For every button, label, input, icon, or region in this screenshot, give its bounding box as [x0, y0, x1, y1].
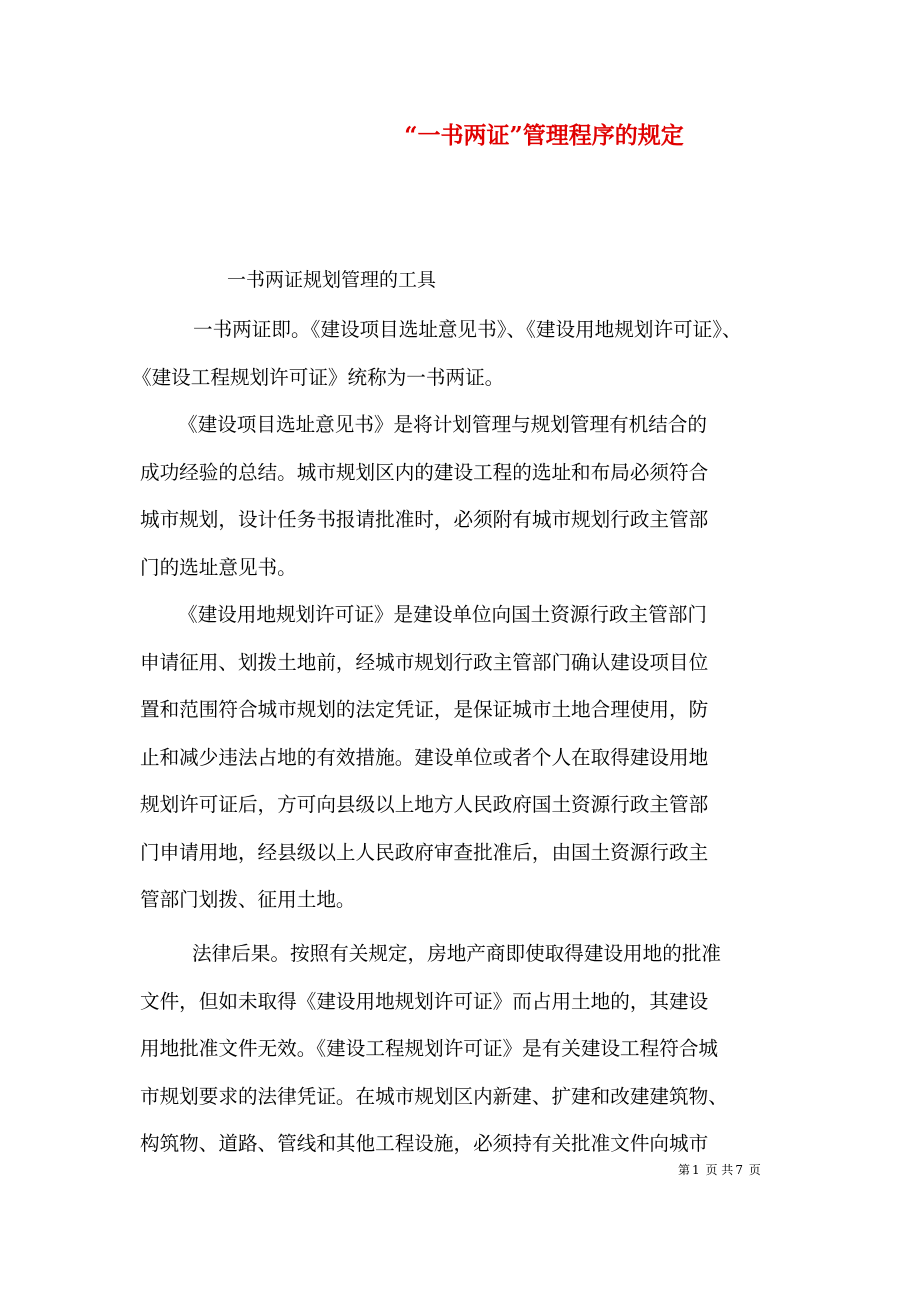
paragraph-line: 构筑物、道路、管线和其他工程设施，必须持有关批准文件向城市: [140, 1132, 709, 1155]
paragraph-line: 置和范围符合城市规划的法定凭证，是保证城市土地合理使用，防: [140, 698, 709, 721]
paragraph-line: 《建设项目选址意见书》是将计划管理与规划管理有机结合的: [178, 413, 708, 436]
paragraph-line: 用地批准文件无效。《建设工程规划许可证》是有关建设工程符合城: [140, 1037, 719, 1060]
footer-mid: 页 共: [705, 1163, 734, 1177]
page-number-footer: [678, 1161, 763, 1179]
footer-page-number: 1: [692, 1163, 700, 1177]
paragraph-line: 文件，但如未取得《建设用地规划许可证》而占用土地的，其建设: [140, 990, 709, 1013]
paragraph-line: 门的选址意见书。: [140, 556, 297, 579]
paragraph-line: 城市规划，设计任务书报请批准时，必须附有城市规划行政主管部: [140, 508, 709, 531]
paragraph-line: 《建设工程规划许可证》统称为一书两证。: [132, 366, 505, 389]
paragraph-line: 一书两证即。《建设项目选址意见书》、《建设用地规划许可证》、: [193, 318, 742, 341]
paragraph-line: 成功经验的总结。城市规划区内的建设工程的选址和布局必须符合: [140, 461, 709, 484]
footer-prefix: 第: [678, 1163, 691, 1177]
paragraph-line: 止和减少违法占地的有效措施。建设单位或者个人在取得建设用地: [140, 746, 709, 769]
paragraph-line: 市规划要求的法律凭证。在城市规划区内新建、扩建和改建建筑物、: [140, 1085, 728, 1108]
paragraph-line: 《建设用地规划许可证》是建设单位向国土资源行政主管部门: [178, 603, 708, 626]
paragraph-line: 门申请用地，经县级以上人民政府审查批准后，由国土资源行政主: [140, 841, 709, 864]
paragraph-line: 申请征用、划拨土地前，经城市规划行政主管部门确认建设项目位: [140, 651, 709, 674]
footer-suffix: 页: [748, 1163, 761, 1177]
section-subheading: 一书两证规划管理的工具: [227, 269, 437, 291]
document-title: “一书两证”管理程序的规定: [404, 122, 684, 149]
paragraph-line: 法律后果。按照有关规定，房地产商即使取得建设用地的批准: [192, 942, 722, 965]
paragraph-line: 规划许可证后，方可向县级以上地方人民政府国土资源行政主管部: [140, 793, 709, 816]
paragraph-line: 管部门划拨、征用土地。: [140, 888, 356, 911]
footer-total-pages: 7: [735, 1163, 743, 1177]
